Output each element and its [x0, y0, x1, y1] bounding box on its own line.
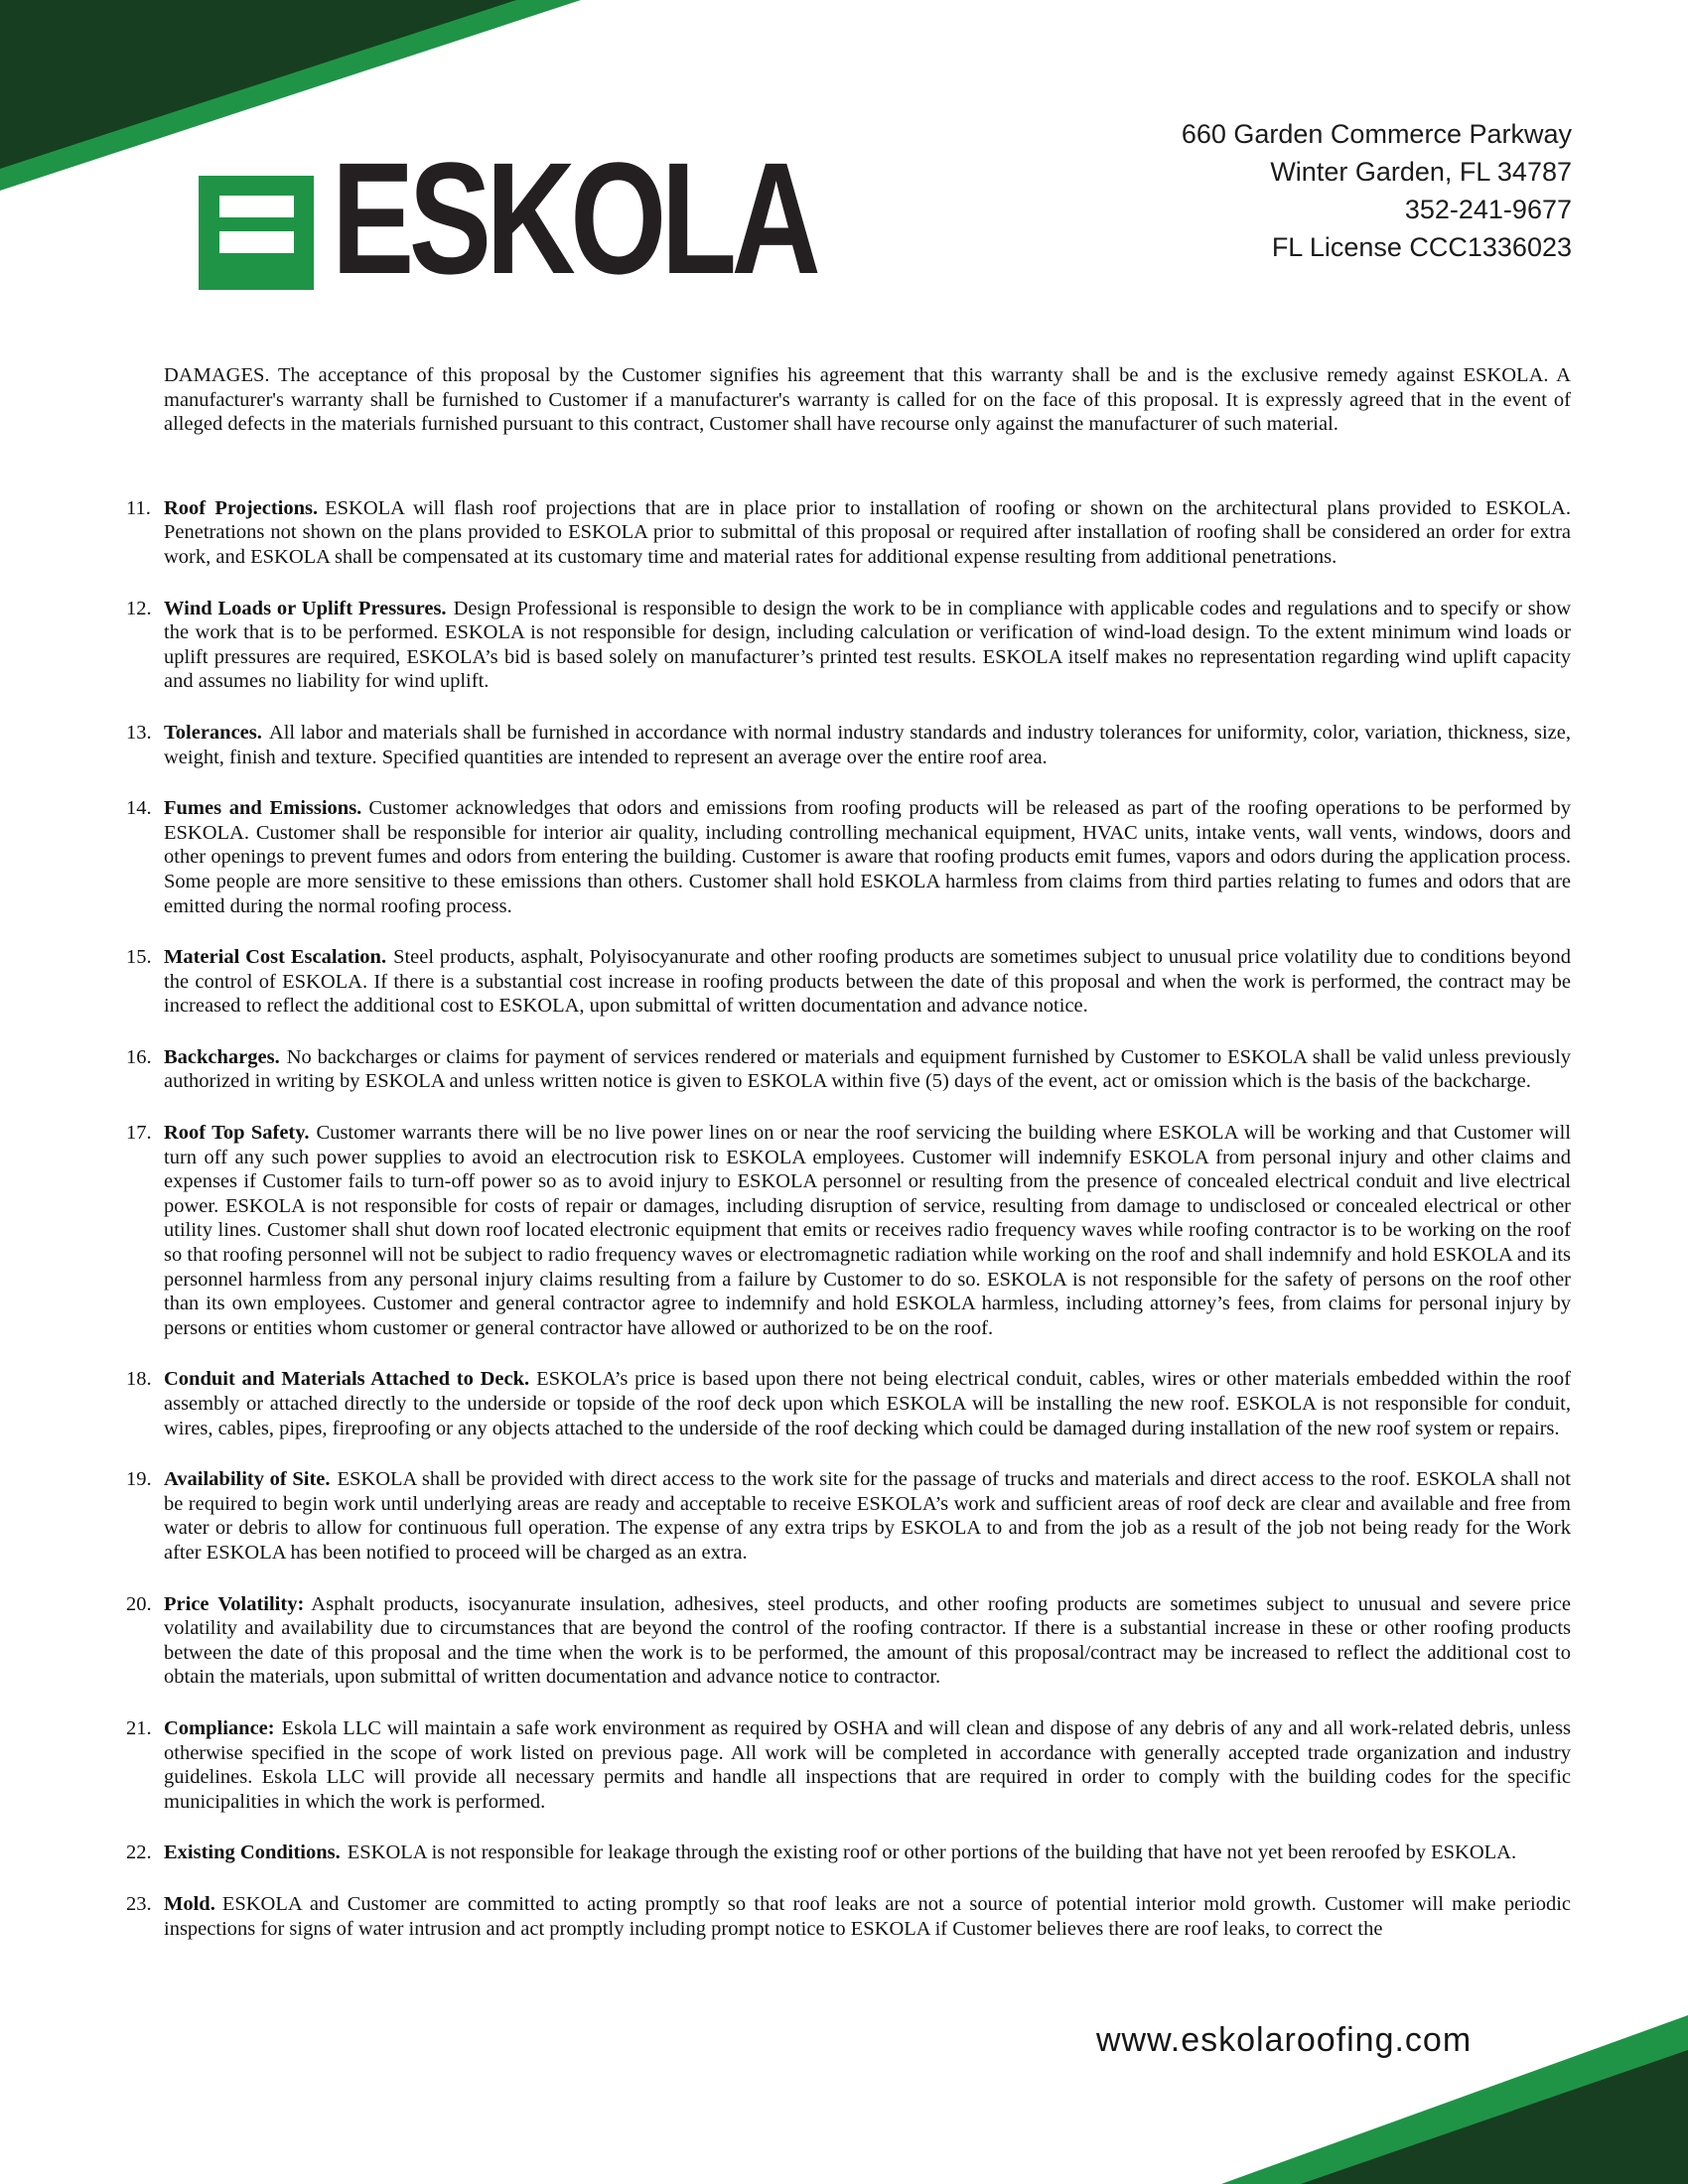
term-title: Material Cost Escalation.: [164, 946, 387, 969]
term-number: 14.: [126, 797, 152, 820]
phone-number: 352-241-9677: [1404, 195, 1572, 224]
term-body: All labor and materials shall be furnished in accordance with normal industry standards and industry tolerances for uniformity, color, variation, thickness, size, weight, finish and texture. Specified quantities are intended to represent an average over the entire roof area.: [164, 721, 1571, 768]
term-number: 11.: [126, 496, 151, 519]
website-url: www.eskolaroofing.com: [1096, 2021, 1473, 2059]
term-item-18: [126, 1367, 1571, 1440]
term-title: Existing Conditions.: [164, 1842, 341, 1864]
term-paragraph: [164, 1467, 1571, 1565]
term-item-21: [126, 1716, 1571, 1814]
term-item-14: [126, 796, 1572, 918]
term-paragraph: [164, 1892, 1571, 1941]
term-paragraph: [164, 796, 1571, 918]
term-item-16: [126, 1045, 1571, 1094]
corner-decoration-bottom-right: [1192, 2015, 1688, 2184]
term-paragraph: [164, 1045, 1571, 1094]
term-number: 16.: [126, 1045, 152, 1068]
term-paragraph: [164, 721, 1571, 769]
term-paragraph: [164, 945, 1571, 1019]
term-number: 21.: [126, 1716, 152, 1739]
term-paragraph: [164, 597, 1571, 694]
term-paragraph: [164, 1121, 1571, 1340]
term-number: 23.: [126, 1892, 152, 1915]
logo-bar-bottom: [219, 231, 294, 253]
term-number: 15.: [126, 946, 152, 969]
term-body: Asphalt products, isocyanurate insulation, adhesives, steel products, and other roofing products are sometimes subject to unusual and severe price volatility and availability due to circumstances that are beyond the control of the roofing contractor. If there is a substantial increase in these or other roofing products between the date of this proposal and the time when the work is to be performed, the amount of this proposal/contract may be increased to reflect the additional cost to obtain the materials, upon submittal of written documentation and advance notice to contractor.: [164, 1592, 1571, 1689]
term-title: Fumes and Emissions.: [164, 797, 362, 820]
term-title: Compliance:: [164, 1716, 275, 1739]
term-item-15: [126, 945, 1571, 1019]
logo-bar-top: [219, 196, 294, 217]
term-body: Customer acknowledges that odors and emissions from roofing products will be released as part of the roofing operations to be performed by ESKOLA. Customer shall be responsible for interior air quality, including controlling mechanical equipment, HVAC units, intake vents, wall vents, windows, doors and other openings to prevent fumes and odors from entering the building. Customer is aware that roofing products emit fumes, vapors and odors during the application process. Some people are more sensitive to these emissions than others. Customer shall hold ESKOLA harmless from claims from third parties relating to fumes and odors that are emitted during the normal roofing process.: [164, 797, 1572, 917]
term-item-12: [126, 597, 1571, 694]
term-body: ESKOLA shall be provided with direct access to the work site for the passage of trucks and materials and direct access to the roof. ESKOLA shall not be required to begin work until underlying areas are ready and acceptable to receive ESKOLA’s work and sufficient areas of roof deck are clear and available and free from water or debris to allow for continuous full operation. The expense of any extra trips by ESKOLA to and from the job as a result of the job not being ready for the Work after ESKOLA has been notified to proceed will be charged as an extra.: [164, 1468, 1571, 1564]
term-title: Price Volatility:: [164, 1592, 305, 1615]
term-paragraph: [164, 1592, 1571, 1690]
term-paragraph: [164, 1367, 1571, 1440]
eskola-logo-icon: [199, 176, 314, 290]
term-body: ESKOLA’s price is based upon there not being electrical conduit, cables, wires or other materials embedded within the roof assembly or attached directly to the underside or topside of the roof deck upon which ESKOLA will be installing the new roof. ESKOLA is not responsible for conduit, wires, cables, pipes, fireproofing or any objects attached to the underside of the roof decking which could be damaged during installation of the new roof system or repairs.: [164, 1368, 1571, 1439]
license-number: FL License CCC1336023: [1271, 232, 1572, 262]
damages-paragraph: DAMAGES. The acceptance of this proposal by the Customer signifies his agreement that this warranty shall be and is the exclusive remedy against ESKOLA. A manufacturer's warranty shall be furnished to Customer if a manufacturer's warranty is called for on the face of this proposal. It is expressly agreed that in the event of alleged defects in the materials furnished pursuant to this contract, Customer shall have recourse only against the manufacturer of such material.: [164, 364, 1571, 436]
term-paragraph: [164, 1841, 1571, 1865]
term-number: 12.: [126, 597, 152, 619]
logo-wordmark: ESKOLA: [332, 129, 816, 307]
term-number: 20.: [126, 1592, 152, 1615]
term-body: Eskola LLC will maintain a safe work environment as required by OSHA and will clean and dispose of any debris of any and all work-related debris, unless otherwise specified in the scope of work listed on previous page. All work will be completed in accordance with generally accepted trade organization and industry guidelines. Eskola LLC will provide all necessary permits and handle all inspections that are required in order to comply with the building codes for the specific municipalities in which the work is performed.: [164, 1716, 1571, 1813]
term-item-20: [126, 1592, 1571, 1690]
term-body: ESKOLA is not responsible for leakage through the existing roof or other portions of the building that have not yet been reroofed by ESKOLA.: [347, 1842, 1517, 1864]
terms-list: [126, 496, 1572, 1941]
term-body: No backcharges or claims for payment of services rendered or materials and equipment furnished by Customer to ESKOLA shall be valid unless previously authorized in writing by ESKOLA and unless written notice is given to ESKOLA within five (5) days of the event, act or omission which is the basis of the backcharge.: [164, 1045, 1571, 1093]
term-title: Roof Projections.: [164, 496, 319, 519]
term-item-23: [126, 1892, 1571, 1941]
term-title: Backcharges.: [164, 1045, 280, 1068]
term-body: ESKOLA and Customer are committed to acting promptly so that roof leaks are not a source of potential interior mold growth. Customer will make periodic inspections for signs of water intrusion and act promptly including prompt notice to ESKOLA if Customer believes there are roof leaks, to correct the: [164, 1892, 1571, 1940]
term-body: Design Professional is responsible to design the work to be in compliance with applicable codes and regulations and to specify or show the work that is to be performed. ESKOLA is not responsible for design, including calculation or verification of wind-load design. To the extent minimum wind loads or uplift pressures are required, ESKOLA’s bid is based solely on manufacturer’s printed test results. ESKOLA itself makes no representation regarding wind uplift capacity and assumes no liability for wind uplift.: [164, 597, 1571, 693]
term-number: 17.: [126, 1122, 152, 1145]
term-item-11: [126, 496, 1571, 570]
term-body: Steel products, asphalt, Polyisocyanurate and other roofing products are sometimes subject to unusual price volatility due to conditions beyond the control of ESKOLA. If there is a substantial cost increase in roofing products between the date of this proposal and when the work is performed, the contract may be increased to reflect the additional cost to ESKOLA, upon submittal of written documentation and advance notice.: [164, 946, 1571, 1018]
term-number: 22.: [126, 1842, 152, 1864]
term-paragraph: [164, 1716, 1571, 1814]
term-item-22: [126, 1841, 1571, 1865]
term-title: Tolerances.: [164, 721, 262, 744]
company-address-block: [1182, 115, 1572, 266]
term-item-19: [126, 1467, 1571, 1565]
address-line-1: 660 Garden Commerce Parkway: [1181, 119, 1572, 149]
term-body: ESKOLA will flash roof projections that are in place prior to installation of roofing or shown on the architectural plans provided to ESKOLA. Penetrations not shown on the plans provided to ESKOLA prior to submittal of this proposal or required after installation of roofing shall be considered an order for extra work, and ESKOLA shall be compensated at its customary time and material rates for additional expense resulting from additional penetrations.: [164, 496, 1571, 568]
term-number: 13.: [126, 721, 152, 744]
term-title: Conduit and Materials Attached to Deck.: [164, 1368, 530, 1391]
term-title: Roof Top Safety.: [164, 1122, 310, 1145]
term-title: Wind Loads or Uplift Pressures.: [164, 597, 447, 619]
term-body: Customer warrants there will be no live power lines on or near the roof servicing the building where ESKOLA will be working and that Customer will turn off any such power supplies to avoid an electrocution risk to ESKOLA employees. Customer will indemnify ESKOLA from personal injury and other claims and expenses if Customer fails to turn-off power so as to avoid injury to ESKOLA personnel or resulting from the presence of concealed electrical conduit and live electrical power. ESKOLA is not responsible for costs of repair or damages, including disruption of service, resulting from damage to undisclosed or concealed electrical or other utility lines. Customer shall shut down roof located electronic equipment that emits or receives radio frequency waves while roofing contractor is to be working on the roof so that roofing personnel will not be subject to radio frequency waves or electromagnetic radiation while working on the roof and shall indemnify and hold ESKOLA and its personnel harmless from any personal injury claims resulting from a failure by Customer to do so. ESKOLA is not responsible for the safety of persons on the roof other than its own employees. Customer and general contractor agree to indemnify and hold ESKOLA harmless, including attorney’s fees, from claims for personal injury by persons or entities whom customer or general contractor have allowed or authorized to be on the roof.: [164, 1122, 1571, 1339]
term-title: Mold.: [164, 1892, 215, 1915]
term-title: Availability of Site.: [164, 1468, 331, 1491]
address-line-2: Winter Garden, FL 34787: [1270, 157, 1572, 187]
term-number: 18.: [126, 1368, 152, 1391]
term-number: 19.: [126, 1468, 152, 1491]
term-item-13: [126, 721, 1571, 769]
term-paragraph: [164, 496, 1571, 570]
term-item-17: [126, 1121, 1571, 1340]
terms-content: [126, 363, 1572, 1968]
